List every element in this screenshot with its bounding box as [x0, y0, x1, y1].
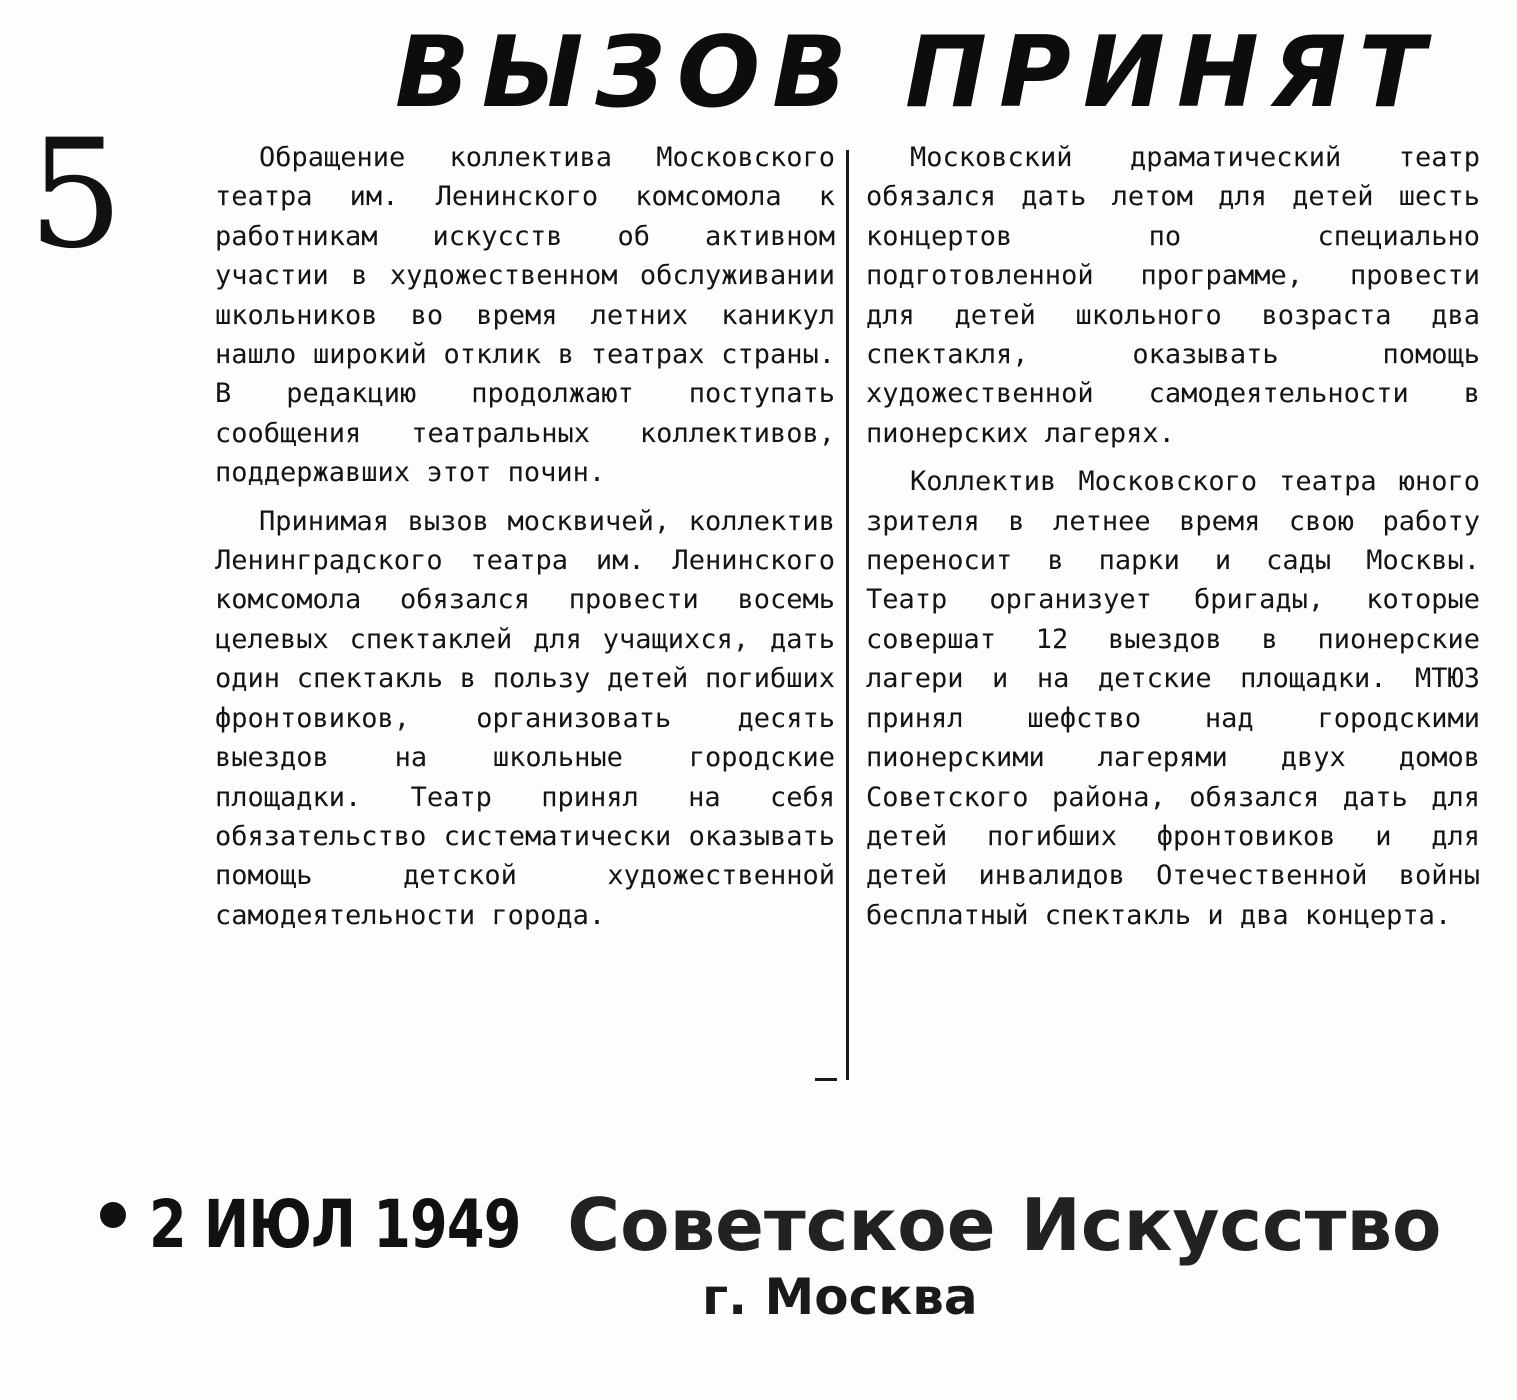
handwritten-page-number: 5	[28, 108, 124, 282]
paragraph: Коллектив Московского театра юного зрителя в летнее время свою работу переносит в парки и сады Москвы. Театр организует бригады, которые совершат 12 выездов в пионерские лагери и на детские площадки. МТЮЗ принял шефство над городскими пионерскими лагерями двух домов Советского района, обязался дать для детей погибших фронтовиков и для детей инвалидов Отечественной войны бесплатный спектакль и два концерта.	[866, 466, 1480, 931]
stamp-city: г. Москва	[702, 1268, 978, 1326]
paragraph: Московский драматический театр обязался дать летом для детей шесть концертов по специально подготовленной программе, провести для детей школьного возраста два спектакля, оказывать помощь художественной самодеятельности в пионерских лагерях.	[866, 142, 1480, 449]
source-stamp	[100, 1180, 1442, 1270]
article-headline: ВЫЗОВ ПРИНЯТ	[395, 16, 1438, 130]
paragraph: Обращение коллектива Московского театра им. Ленинского комсомола к работникам искусств об активном участии в художественном обслуживании школьников во время летних каникул нашло широкий отклик в театрах страны. В редакцию продолжают поступать сообщения театральных коллективов, поддержавших этот почин.	[215, 142, 835, 489]
stamp-bullet-icon	[100, 1202, 126, 1228]
paragraph: Принимая вызов москвичей, коллектив Ленинградского театра им. Ленинского комсомола обязался провести восемь целевых спектаклей для учащихся, дать один спектакль в пользу детей погибших фронтовиков, организовать десять выездов на школьные городские площадки. Театр принял на себя обязательство систематически оказывать помощь детской художественной самодеятельности города.	[215, 505, 835, 931]
article-column-left	[215, 138, 835, 944]
stamp-newspaper-name: Советское Искусство	[567, 1183, 1442, 1267]
column-divider	[846, 150, 849, 1080]
end-of-column-dash	[815, 1078, 837, 1081]
stamp-date: 2 ИЮЛ 1949	[149, 1186, 521, 1263]
article-column-right	[866, 138, 1480, 944]
